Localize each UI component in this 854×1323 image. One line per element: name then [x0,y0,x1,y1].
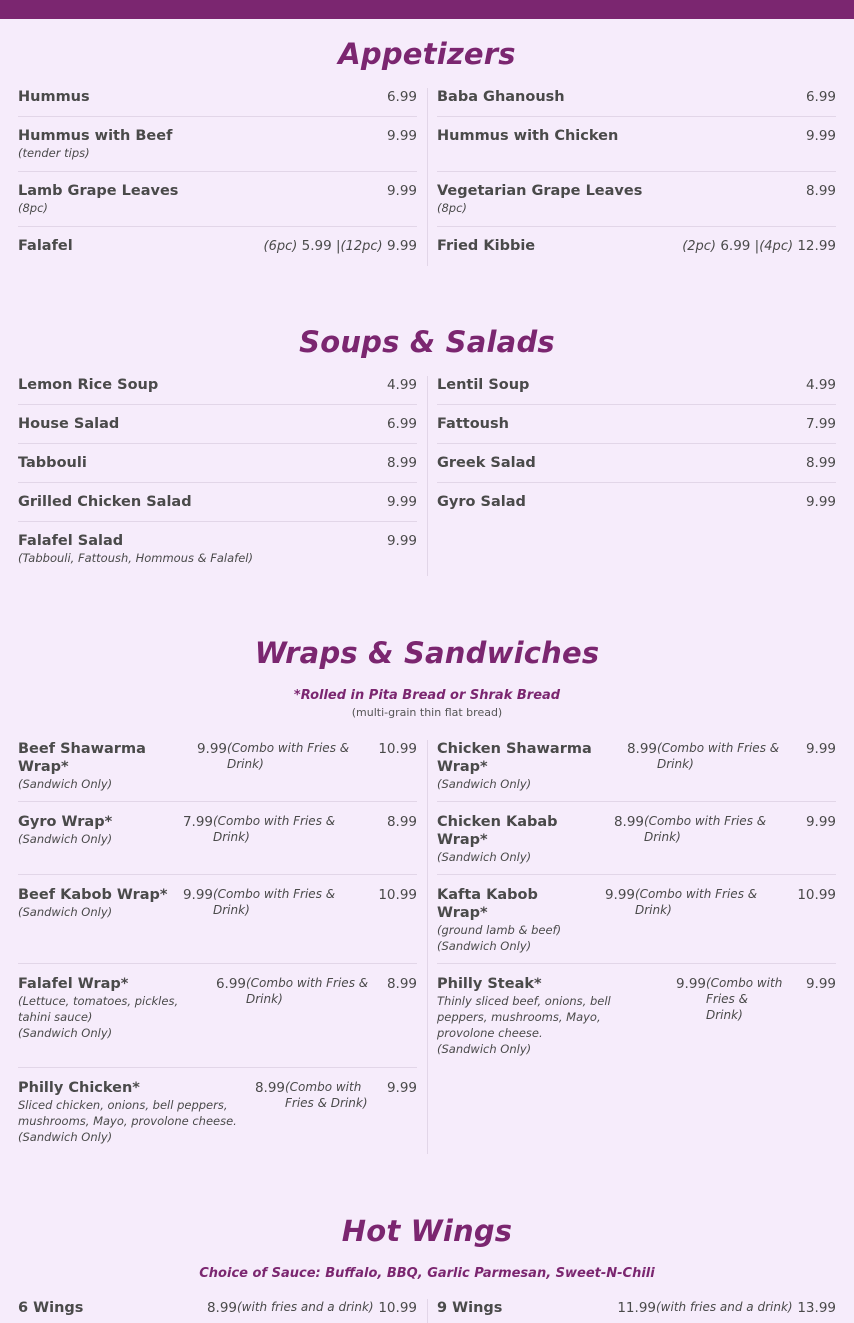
item-description: (Sandwich Only) [18,777,113,791]
item-name: Chicken Kabab Wrap* [437,814,558,848]
combo-label: (Combo with Fries & Drink) [285,1080,368,1110]
combo-price: 8.99 [386,976,417,992]
menu-item [437,182,836,227]
item-price: 8.99 [805,183,836,199]
menu-item [18,532,417,572]
item-price: 9.99 [386,183,417,199]
combo-label: (Combo with Fries & Drink) [213,814,336,844]
menu-item [18,88,417,117]
item-name: Kafta Kabob Wrap* [437,887,538,921]
item-name: Beef Shawarma Wrap* [18,741,146,775]
item-name: Fattoush [437,416,509,432]
item-price: 9.99 [805,494,836,510]
item-price: 7.99 [182,814,213,830]
item-description: (Sandwich Only) [437,850,532,864]
item-description: (8pc) [18,201,48,215]
item-name: House Salad [18,416,120,432]
item-name: Hummus with Chicken [437,128,619,144]
item-name: Lentil Soup [437,377,530,393]
portion-price: 6.99 [720,238,751,254]
item-price: 7.99 [805,416,836,432]
item-description: Sliced chicken, onions, bell peppers, mushrooms, Mayo, provolone cheese. (Sandwich Only) [18,1098,237,1144]
combo-label: (Combo with Fries & Drink) [644,814,767,844]
menu-item [18,886,417,964]
combo-label: (Combo with Fries & Drink) [635,887,758,917]
item-description: Thinly sliced beef, onions, bell peppers, mushrooms, Mayo, provolone cheese. (Sandwich Only) [437,994,611,1056]
section-title-soups-salads: Soups & Salads [299,325,555,359]
item-price: 8.99 [254,1080,285,1096]
item-price: 9.99 [386,128,417,144]
combo-price: 9.99 [386,1080,417,1096]
combo-label: (Combo with Fries & Drink) [706,976,783,1022]
item-price: 6.99 [386,89,417,105]
menu-item [437,975,836,1068]
item-name: Beef Kabob Wrap* [18,887,168,903]
menu-item [18,182,417,227]
menu-item [18,454,417,483]
hot-wings-section [18,1213,836,1323]
item-name: Lemon Rice Soup [18,377,159,393]
combo-option [626,740,782,772]
combo-price: 9.99 [805,976,836,992]
combo-label: (Combo with Fries & Drink) [657,741,780,771]
combo-price: 9.99 [805,814,836,830]
combo-price: 10.99 [378,887,417,903]
item-name: 9 Wings [437,1300,503,1316]
item-description: (tender tips) [18,146,90,160]
portion-label: (4pc) [759,239,794,254]
item-name: Falafel Wrap* [18,976,129,992]
menu-item [437,127,836,172]
section-title-appetizers: Appetizers [338,37,516,71]
combo-price: 8.99 [386,814,417,830]
item-name: Vegetarian Grape Leaves [437,183,643,199]
item-name: Greek Salad [437,455,536,471]
item-price: 9.99 [196,741,227,757]
item-price-options: (6pc) 5.99 |(12pc) 9.99 [263,238,417,254]
column-divider [427,376,428,576]
menu-item [18,1299,417,1323]
item-price: 6.99 [215,976,246,992]
combo-label: (Combo with Fries & Drink) [227,741,350,771]
menu-item [437,493,836,522]
item-description: (Sandwich Only) [18,832,113,846]
portion-label: (2pc) [682,239,717,254]
menu-item [18,376,417,405]
menu-item [437,1299,836,1323]
combo-option [206,1299,387,1316]
combo-label: (Combo with Fries & Drink) [246,976,369,1006]
menu-item [437,886,836,964]
item-price: 6.99 [805,89,836,105]
column-divider [427,1299,428,1323]
portion-label: (6pc) [263,239,298,254]
combo-option [182,813,373,845]
item-price: 9.99 [604,887,635,903]
item-name: Fried Kibbie [437,238,536,254]
combo-label: (with fries and a drink) [237,1300,374,1314]
item-name: Tabbouli [18,455,87,471]
combo-label: (with fries and a drink) [656,1300,793,1314]
menu-item [437,237,836,266]
menu-item [18,415,417,444]
menu-item [437,813,836,875]
soups-salads-section [18,324,836,584]
item-price: 9.99 [386,533,417,549]
item-description: (8pc) [437,201,467,215]
item-price: 11.99 [617,1300,656,1316]
combo-price: 10.99 [378,1300,417,1316]
bread-note-detail: (multi-grain thin flat bread) [351,706,503,719]
portion-price: 9.99 [386,238,417,254]
item-price: 9.99 [675,976,706,992]
menu-item [18,493,417,522]
item-name: Hummus with Beef [18,128,173,144]
menu-item [437,740,836,802]
combo-option [604,886,760,918]
item-price: 6.99 [386,416,417,432]
column-divider [427,740,428,1154]
item-name: Gyro Wrap* [18,814,113,830]
combo-price: 13.99 [797,1300,836,1316]
menu-item [18,127,417,172]
item-name: Lamb Grape Leaves [18,183,179,199]
item-name: Falafel [18,238,73,254]
menu-item [437,376,836,405]
item-price: 9.99 [386,494,417,510]
menu-item [437,415,836,444]
item-name: Falafel Salad [18,533,124,549]
item-name: Hummus [18,89,90,105]
combo-option [617,1299,806,1316]
item-price: 8.99 [206,1300,237,1316]
item-name: Gyro Salad [437,494,526,510]
wraps-sandwiches-section [18,635,836,1160]
column-divider [427,88,428,266]
menu-item [18,975,417,1068]
item-price: 4.99 [386,377,417,393]
item-price: 8.99 [613,814,644,830]
item-price: 8.99 [805,455,836,471]
item-description: (Sandwich Only) [18,905,113,919]
item-price: 9.99 [182,887,213,903]
combo-label: (Combo with Fries & Drink) [213,887,336,917]
combo-option [254,1079,369,1111]
menu-item [437,454,836,483]
combo-option [182,886,373,918]
item-price: 8.99 [386,455,417,471]
combo-price: 9.99 [805,741,836,757]
item-price: 8.99 [626,741,657,757]
sauce-note: Choice of Sauce: Buffalo, BBQ, Garlic Parmesan, Sweet-N-Chili [199,1266,655,1281]
item-name: Chicken Shawarma Wrap* [437,741,592,775]
combo-option [196,740,357,772]
portion-price: 12.99 [797,238,836,254]
item-description: (Tabbouli, Fattoush, Hommous & Falafel) [18,551,253,565]
portion-price: 5.99 [301,238,332,254]
menu-item [437,88,836,117]
menu-item [18,237,417,266]
portion-label: (12pc) [340,239,383,254]
item-name: Baba Ghanoush [437,89,565,105]
item-description: (Sandwich Only) [437,777,532,791]
appetizers-section [18,36,836,276]
bread-note: *Rolled in Pita Bread or Shrak Bread [293,688,561,703]
item-price-options: (2pc) 6.99 |(4pc) 12.99 [682,238,836,254]
section-title-hot-wings: Hot Wings [341,1214,513,1248]
combo-price: 10.99 [797,887,836,903]
section-title-wraps: Wraps & Sandwiches [254,636,600,670]
combo-price: 10.99 [378,741,417,757]
item-description: (Lettuce, tomatoes, pickles, tahini sauce) (Sandwich Only) [18,994,179,1040]
item-name: Philly Chicken* [18,1080,140,1096]
top-accent-bar [0,0,854,19]
menu-item [18,740,417,802]
item-name: Grilled Chicken Salad [18,494,192,510]
menu-item [18,1079,417,1154]
menu-item [18,813,417,875]
item-price: 9.99 [805,128,836,144]
item-price: 4.99 [805,377,836,393]
item-name: Philly Steak* [437,976,542,992]
combo-option [215,975,371,1007]
item-description: (ground lamb & beef) (Sandwich Only) [437,923,562,953]
item-name: 6 Wings [18,1300,84,1316]
combo-option [675,975,784,1023]
combo-option [613,813,769,845]
